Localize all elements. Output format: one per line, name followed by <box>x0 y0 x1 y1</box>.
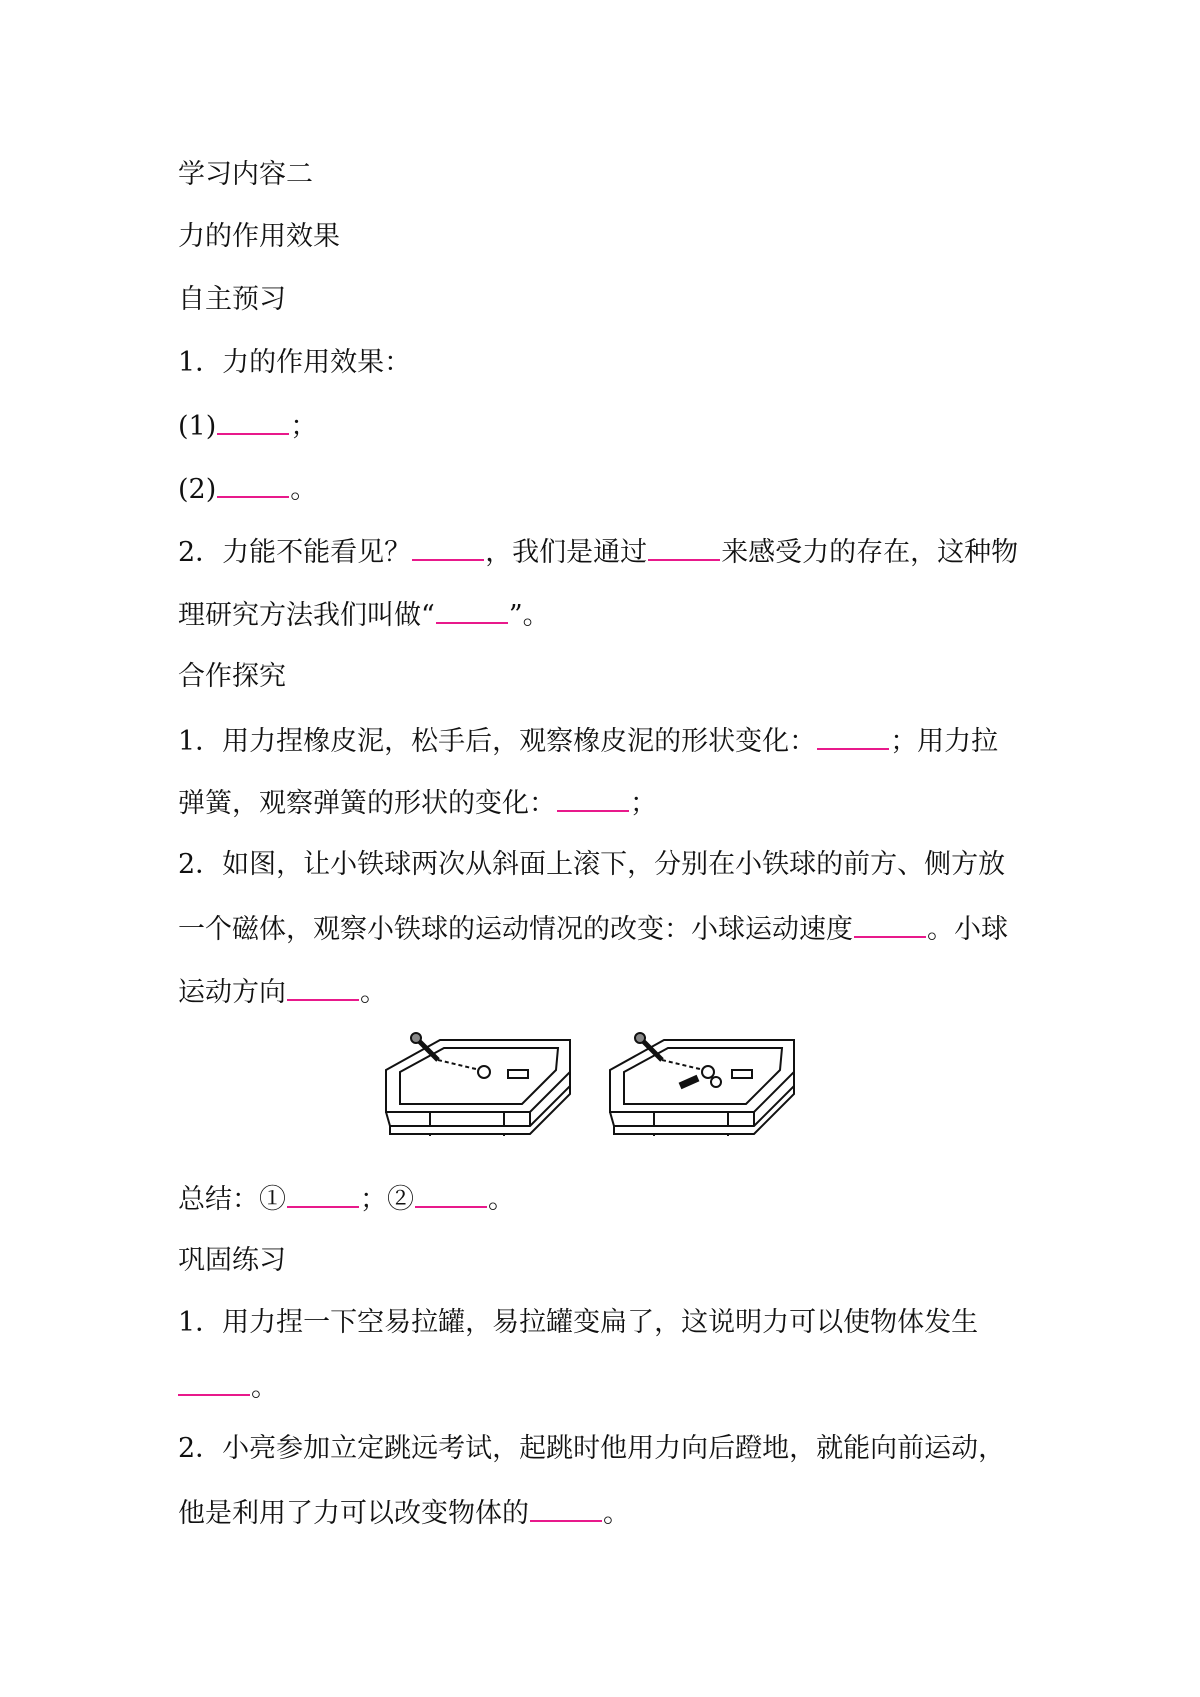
question-text: 理研究方法我们叫做“ <box>178 600 435 631</box>
answer-blank[interactable] <box>436 596 508 624</box>
question-text: 。 <box>488 1184 515 1215</box>
practice-heading: 巩固练习 <box>178 1245 286 1276</box>
question-text: ；用力拉 <box>890 726 999 757</box>
answer-blank[interactable] <box>817 722 889 750</box>
question-text: 。 <box>251 1372 278 1403</box>
question-text: 弹簧，观察弹簧的形状的变化： <box>178 788 556 819</box>
question-text: 来感受力的存在，这种物 <box>721 537 1019 568</box>
question-text: 。 <box>603 1498 630 1529</box>
explore-question-2-line-1: 2．如图，让小铁球两次从斜面上滚下，分别在小铁球的前方、侧方放 <box>178 849 1006 880</box>
explore-question-2-line-3 <box>178 973 387 1011</box>
question-text: ； <box>630 788 657 819</box>
question-text: 运动方向 <box>178 977 286 1008</box>
answer-blank[interactable] <box>178 1368 250 1396</box>
question-text: ，我们是通过 <box>485 537 648 568</box>
question-text: 2．力能不能看见？ <box>178 537 412 568</box>
experiment-figure <box>380 1030 830 1150</box>
answer-blank[interactable] <box>287 1180 359 1208</box>
explore-question-1-line-1 <box>178 722 998 760</box>
explore-heading: 合作探究 <box>178 661 286 692</box>
question-text: 1．用力捏橡皮泥，松手后，观察橡皮泥的形状变化： <box>178 726 817 757</box>
answer-blank[interactable] <box>530 1494 602 1522</box>
answer-blank[interactable] <box>415 1180 487 1208</box>
answer-blank[interactable] <box>287 973 359 1001</box>
preview-question-2-line-2 <box>178 596 550 634</box>
preview-question-1-item-1 <box>178 407 317 445</box>
answer-blank[interactable] <box>854 910 926 938</box>
answer-blank[interactable] <box>648 533 720 561</box>
preview-question-1: 1．力的作用效果： <box>178 347 412 378</box>
explore-question-1-line-2 <box>178 784 657 822</box>
question-text: 。 <box>360 977 387 1008</box>
question-text: ”。 <box>508 600 550 631</box>
question-text: 总结：① <box>178 1184 286 1215</box>
section-title: 学习内容二 <box>178 159 313 190</box>
answer-blank[interactable] <box>217 470 289 498</box>
item-label: (2) <box>178 474 217 505</box>
practice-question-2-line-2 <box>178 1494 630 1532</box>
question-text: 他是利用了力可以改变物体的 <box>178 1498 529 1529</box>
topic-title: 力的作用效果 <box>178 221 340 252</box>
answer-blank[interactable] <box>412 533 484 561</box>
practice-question-1-line-2 <box>178 1368 278 1406</box>
table-with-ramp-front-magnet <box>386 1033 570 1136</box>
preview-heading: 自主预习 <box>178 284 286 315</box>
question-text: 。小球 <box>927 914 1008 945</box>
question-text: 一个磁体，观察小铁球的运动情况的改变：小球运动速度 <box>178 914 853 945</box>
practice-question-2-line-1: 2．小亮参加立定跳远考试，起跳时他用力向后蹬地，就能向前运动， <box>178 1433 1006 1464</box>
answer-blank[interactable] <box>557 784 629 812</box>
summary-line <box>178 1180 515 1218</box>
explore-question-2-line-2 <box>178 910 1008 948</box>
answer-blank[interactable] <box>217 407 289 435</box>
preview-question-2-line-1 <box>178 533 1018 571</box>
table-with-ramp-side-magnet <box>610 1033 794 1136</box>
punctuation: 。 <box>290 474 318 505</box>
preview-question-1-item-2 <box>178 470 317 508</box>
question-text: ；② <box>360 1184 414 1215</box>
punctuation: ； <box>290 411 318 442</box>
practice-question-1-line-1: 1．用力捏一下空易拉罐，易拉罐变扁了，这说明力可以使物体发生 <box>178 1307 979 1338</box>
item-label: (1) <box>178 411 217 442</box>
